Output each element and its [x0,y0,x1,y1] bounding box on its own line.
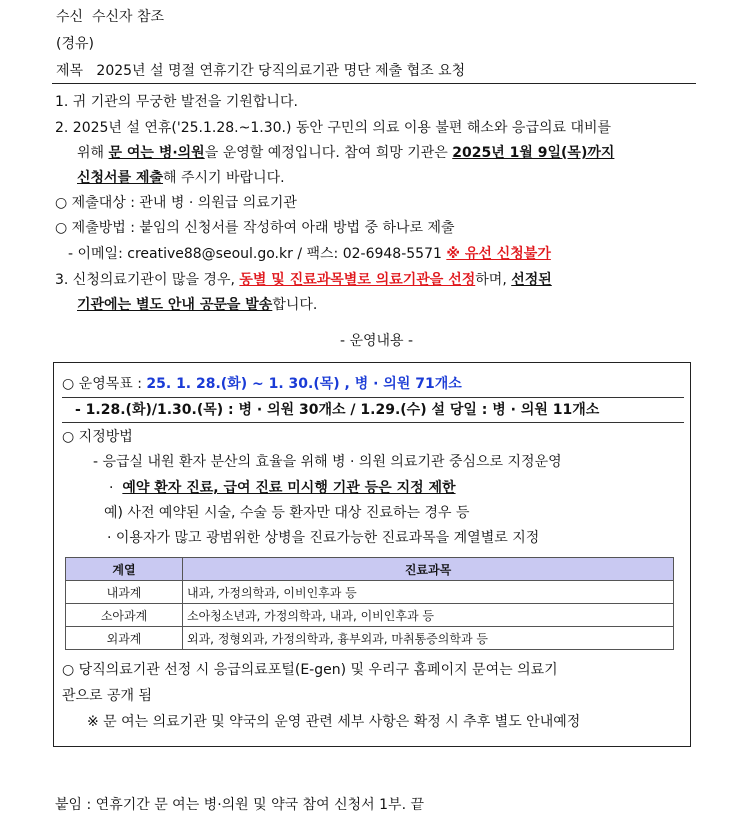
p2-text-2: 을 운영할 예정입니다. 참여 희망 기관은 [204,145,453,161]
table-header: 계열 [66,558,183,581]
p2-deadline: 2025년 1월 9일(목)까지 [452,145,615,161]
table-row [66,581,674,604]
method-line-2 [109,478,456,498]
p3-selected-emphasis: 선정된 [511,272,552,288]
goal-line [62,374,462,394]
table-header: 진료과목 [183,558,674,581]
submission-method: ○ 제출방법 : 붙임의 신청서를 작성하여 아래 방법 중 하나로 제출 [55,220,455,236]
table-cell: 외과, 정형외과, 가정의학과, 흉부외과, 마취통증의학과 등 [183,627,674,650]
bullet-dot: · [109,480,114,496]
detail-note: ※ 문 여는 의료기관 및 약국의 운영 관련 세부 사항은 확정 시 추후 별도 안내예정 [87,714,581,730]
table-row [66,627,674,650]
goal-sub-divider [62,422,684,423]
paragraph-2-line-a: 2. 2025년 설 연휴('25.1.28.~1.30.) 동안 구민의 의료 이용 불편 해소와 응급의료 대비를 [55,120,612,136]
method-restriction: 예약 환자 진료, 급여 진료 미시행 기관 등은 지정 제한 [122,480,456,496]
table-cell: 내과계 [66,581,183,604]
p2-submit-emphasis: 신청서를 제출 [77,170,164,186]
table-row [66,604,674,627]
recipient-label: 수신 [56,9,84,25]
p3-text-3: 합니다. [272,297,318,313]
publish-line-a: ○ 당직의료기관 선정 시 응급의료포털(E-gen) 및 우리구 홈페이지 문여는 의료기 [62,662,558,678]
method-heading: ○ 지정방법 [62,429,133,445]
table-cell: 내과, 가정의학과, 이비인후과 등 [183,581,674,604]
document-title: 2025년 설 명절 연휴기간 당직의료기관 명단 제출 협조 요청 [96,63,466,79]
attachment-line: 붙임 : 연휴기간 문 여는 병·의원 및 약국 참여 신청서 1부. 끝 [55,797,425,813]
table-header-row [66,558,674,581]
p2-emphasis-open-clinics: 문 여는 병·의원 [108,145,205,161]
p3-text-2: 하며, [475,272,512,288]
goal-divider [62,397,684,398]
p3-notice-emphasis: 기관에는 별도 안내 공문을 발송 [77,297,273,313]
title-divider [52,83,696,84]
contact-info: - 이메일: creative88@seoul.go.kr / 팩스: 02-6948-5571 [68,246,442,262]
p2-text-3: 해 주시기 바랍니다. [163,170,285,186]
p3-selection-emphasis: 동별 및 진료과목별로 의료기관을 선정 [239,272,476,288]
paragraph-3-line-b [77,295,317,315]
p2-text: 위해 [77,145,109,161]
recipient-line [56,7,164,27]
goal-value: 25. 1. 28.(화) ~ 1. 30.(목) , 병 · 의원 71개소 [146,376,462,392]
method-line-1: - 응급실 내원 환자 분산의 효율을 위해 병 · 의원 의료기관 중심으로 지정운영 [93,454,562,470]
recipient-value: 수신자 참조 [91,9,165,25]
title-label: 제목 [56,63,84,79]
table-cell: 소아청소년과, 가정의학과, 내과, 이비인후과 등 [183,604,674,627]
publish-line-b: 관으로 공개 됨 [62,688,153,704]
method-line-3: 예) 사전 예약된 시술, 수술 등 환자만 대상 진료하는 경우 등 [104,505,470,521]
paragraph-2-line-c [77,168,285,188]
table-cell: 소아과계 [66,604,183,627]
method-line-4: · 이용자가 많고 광범위한 상병을 진료가능한 진료과목을 계열별로 지정 [107,530,540,546]
goal-label: ○ 운영목표 : [62,376,142,392]
submission-target: ○ 제출대상 : 관내 병 · 의원급 의료기관 [55,195,297,211]
paragraph-1: 1. 귀 기관의 무궁한 발전을 기원합니다. [55,94,298,110]
table-cell: 외과계 [66,627,183,650]
goal-sub: - 1.28.(화)/1.30.(목) : 병 · 의원 30개소 / 1.29.(수) 설 당일 : 병 · 의원 11개소 [75,402,600,418]
phone-not-accepted-warning: ※ 유선 신청불가 [446,246,551,262]
title-line [56,61,465,81]
paragraph-3-line-a [55,270,552,290]
p3-text: 3. 신청의료기관이 많을 경우, [55,272,240,288]
contact-line [68,244,551,264]
section-title: - 운영내용 - [339,333,414,349]
via-label: (경유) [56,36,94,52]
paragraph-2-line-b [77,143,614,163]
department-table [65,557,674,650]
